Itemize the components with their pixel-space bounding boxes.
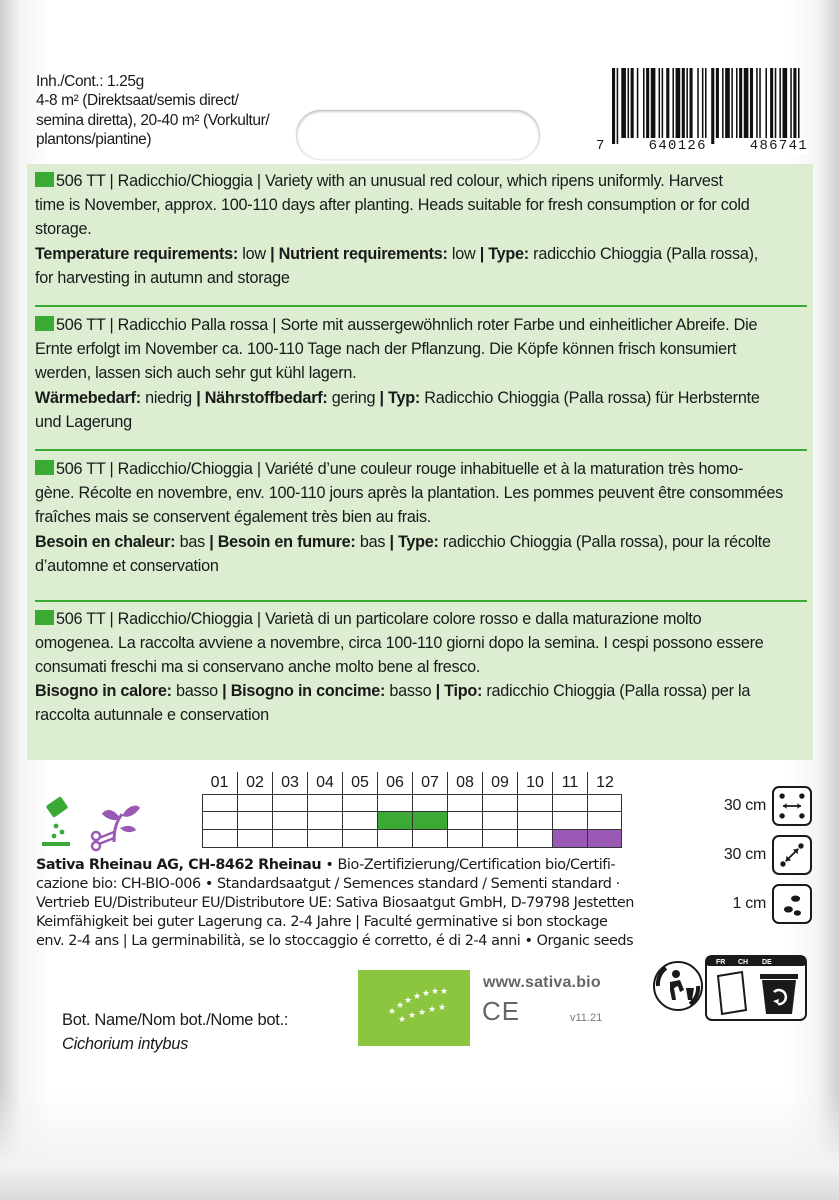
plant-spacing	[700, 833, 812, 877]
calendar-month-label: 08	[447, 772, 482, 794]
calendar-cell	[517, 795, 552, 811]
barcode-digit-group: 486741	[749, 138, 808, 154]
row-spacing-value: 30 cm	[723, 797, 766, 814]
eu-star: ★	[396, 1000, 405, 1010]
botanical-name	[62, 1008, 288, 1056]
requirements-line: Temperature requirements: low | Nutrient requirements: low | Type: radicchio Chioggia (Palla rossa),	[35, 245, 758, 263]
calendar-month-label: 07	[412, 772, 447, 794]
calendar-month-label: 02	[237, 772, 272, 794]
barcode-bar	[621, 68, 626, 138]
calendar-cell	[237, 812, 272, 829]
barcode-bar	[711, 68, 714, 144]
barcode-bar	[736, 68, 738, 138]
barcode-digit-group: 640126	[648, 138, 707, 154]
country-label: CH	[738, 959, 749, 966]
calendar-cell	[377, 812, 412, 829]
eu-organic-leaf-icon	[358, 970, 470, 1046]
calendar-month-label: 05	[342, 772, 377, 794]
barcode-bar	[676, 68, 681, 138]
company-name: Sativa Rheinau AG, CH-8462 Rheinau	[36, 857, 322, 873]
row-spacing	[700, 784, 812, 828]
calendar-month-label: 09	[482, 772, 517, 794]
calendar-month-label: 06	[377, 772, 412, 794]
barcode-bar	[702, 68, 704, 138]
barcode-bar	[628, 68, 630, 138]
calendar-cell	[202, 830, 237, 847]
calendar-cell	[307, 812, 342, 829]
row-spacing-icon	[772, 786, 812, 826]
plant-spacing-icon	[772, 835, 812, 875]
eu-star: ★	[428, 1004, 437, 1014]
barcode-bar	[793, 68, 796, 144]
eu-star: ★	[418, 1007, 427, 1017]
barcode-bar	[739, 68, 742, 138]
calendar-cell	[447, 812, 482, 829]
calendar-cell	[237, 795, 272, 811]
barcode-bar	[659, 68, 661, 138]
seed-packet-icon	[42, 796, 70, 846]
calendar-cell	[202, 795, 237, 811]
barcode-bar	[756, 68, 758, 138]
calendar-cell	[377, 830, 412, 847]
requirements-line: for harvesting in autumn and storage	[35, 269, 290, 287]
eu-star: ★	[404, 995, 413, 1005]
ce-mark: CE	[482, 996, 521, 1026]
description-text: consumati freschi ma si conservano anche molto bene al fresco.	[35, 658, 481, 676]
calendar-months	[202, 772, 622, 794]
description-text: gène. Récolte en novembre, env. 100-110 jours après la plantation. Les pommes peuvent être consommées	[35, 484, 784, 502]
requirements-line: Bisogno in calore: basso | Bisogno in concime: basso | Tipo: radicchio Chioggia (Palla rossa) per la	[35, 682, 751, 700]
barcode-bar	[697, 68, 699, 138]
calendar-cell	[272, 812, 307, 829]
description-text: omogenea. La raccolta avviene a novembre, circa 100-110 giorni dopo la semina. I cespi possono essere	[35, 634, 764, 652]
calendar-cell	[342, 795, 377, 811]
barcode-bar	[716, 68, 719, 138]
content-line: plantons/piantine)	[36, 130, 152, 148]
barcode-bar	[783, 68, 788, 138]
description-text: fraîches mais se conservent également très bien au frais.	[35, 508, 432, 526]
barcode-bar	[725, 68, 730, 138]
content-info	[36, 72, 306, 149]
content-line: Inh./Cont.: 1.25g	[36, 73, 144, 90]
requirements-line: raccolta autunnale e conservation	[35, 706, 269, 724]
eu-star: ★	[398, 1014, 407, 1024]
calendar-cell	[342, 812, 377, 829]
green-square-icon	[35, 460, 54, 475]
calendar-cell	[377, 795, 412, 811]
eu-star: ★	[408, 1010, 417, 1020]
calendar-cell	[307, 795, 342, 811]
company-line: Vertrieb EU/Distributeur EU/Distributore UE: Sativa Biosaatgut GmbH, D-79798 Jestetten	[36, 895, 634, 911]
description-panel	[27, 164, 813, 760]
calendar-row-harvest	[202, 830, 622, 848]
calendar-cell	[517, 812, 552, 829]
requirements-line: und Lagerung	[35, 413, 132, 431]
company-line: cazione bio: CH-BIO-006 • Standardsaatgut / Semences standard / Sementi standard ·	[36, 876, 620, 892]
barcode-bar	[765, 68, 767, 138]
description-text: 506 TT | Radicchio/Chioggia | Variété d’une couleur rouge inhabituelle et à la maturation très homo-	[35, 458, 809, 481]
plant-spacing-value: 30 cm	[723, 846, 766, 863]
barcode-bar	[646, 68, 649, 138]
calendar-cell	[412, 830, 447, 847]
barcode-bar	[775, 68, 777, 138]
green-square-icon	[35, 316, 54, 331]
description-text: werden, lassen sich auch sehr gut kühl lagern.	[35, 364, 357, 382]
barcode-bar	[770, 68, 773, 138]
barcode-bar	[744, 68, 749, 138]
website: www.sativa.bio	[483, 974, 601, 991]
barcode-bar	[722, 68, 724, 138]
barcode-bar	[705, 68, 707, 144]
calendar-cell	[307, 830, 342, 847]
calendar-cell	[587, 812, 622, 829]
barcode	[596, 68, 808, 156]
barcode-digits	[596, 138, 808, 154]
barcode-bar	[637, 68, 639, 138]
company-line: Keimfähigkeit bei guter Lagerung ca. 2-4 Jahre | Faculté germinative si bon stockage	[36, 914, 608, 930]
green-square-icon	[35, 172, 54, 187]
calendar-cell	[587, 830, 622, 847]
requirements-line: Besoin en chaleur: bas | Besoin en fumure: bas | Type: radicchio Chioggia (Palla rossa), pour la récolte	[35, 533, 771, 551]
calendar-month-label: 04	[307, 772, 342, 794]
calendar-cell	[482, 830, 517, 847]
barcode-bar	[686, 68, 688, 138]
barcode-bar	[690, 68, 693, 138]
country-label: DE	[762, 959, 772, 966]
spacing-info	[700, 784, 812, 931]
scissors-plant-icon	[92, 806, 140, 850]
calendar-month-label: 11	[552, 772, 587, 794]
barcode-digit-group: 7	[596, 138, 606, 154]
eu-star: ★	[422, 988, 431, 998]
barcode-bar	[617, 68, 619, 144]
eu-star: ★	[431, 986, 440, 996]
barcode-bar	[779, 68, 781, 138]
calendar-cell	[272, 795, 307, 811]
section-divider	[35, 600, 807, 602]
description-german	[35, 314, 809, 435]
content-line: semina diretta), 20-40 m² (Vorkultur/	[36, 111, 270, 129]
calendar-cell	[447, 795, 482, 811]
description-text: Ernte erfolgt im November ca. 100-110 Tage nach der Pflanzung. Die Köpfe können frisch konsumiert	[35, 340, 737, 358]
company-info	[36, 856, 636, 951]
sowing-depth-value: 1 cm	[732, 895, 766, 912]
barcode-bar	[672, 68, 674, 138]
calendar-month-label: 10	[517, 772, 552, 794]
description-text: time is November, approx. 100-110 days after planting. Heads suitable for fresh consumption or for cold	[35, 196, 750, 214]
calendar-cell	[342, 830, 377, 847]
sowing-calendar	[202, 772, 622, 848]
description-french	[35, 458, 809, 579]
botanical-latin-name: Cichorium intybus	[62, 1035, 189, 1053]
barcode-bar	[798, 68, 800, 144]
description-english	[35, 170, 809, 291]
green-square-icon	[35, 610, 54, 625]
calendar-row-sowing	[202, 812, 622, 830]
recycling-bin-icon	[706, 956, 806, 1020]
requirements-line: Wärmebedarf: niedrig | Nährstoffbedarf: gering | Typ: Radicchio Chioggia (Palla rossa) für Herbsternte	[35, 389, 760, 407]
calendar-month-label: 12	[587, 772, 622, 794]
calendar-cell	[412, 795, 447, 811]
sowing-icons	[36, 796, 146, 852]
hang-slot	[296, 110, 540, 160]
content-line: 4-8 m² (Direktsaat/semis direct/	[36, 92, 239, 110]
barcode-bar	[666, 68, 669, 138]
barcode-bars	[596, 68, 808, 144]
calendar-cell	[202, 812, 237, 829]
eu-star: ★	[388, 1006, 397, 1016]
barcode-bar	[643, 68, 645, 138]
section-divider	[35, 305, 807, 307]
eu-star: ★	[440, 986, 449, 996]
calendar-cell	[517, 830, 552, 847]
sowing-depth-icon	[772, 884, 812, 924]
eu-star: ★	[438, 1002, 447, 1012]
calendar-cell	[412, 812, 447, 829]
description-italian	[35, 608, 809, 728]
description-text: 506 TT | Radicchio Palla rossa | Sorte mit aussergewöhnlich roter Farbe und einheitlicher Abreife. Die	[35, 314, 809, 337]
calendar-month-label: 03	[272, 772, 307, 794]
calendar-cell	[272, 830, 307, 847]
tidyman-icon	[654, 962, 702, 1010]
barcode-bar	[631, 68, 634, 138]
country-label: FR	[716, 959, 726, 966]
eu-star: ★	[413, 991, 422, 1001]
barcode-bar	[731, 68, 733, 138]
barcode-bar	[759, 68, 761, 138]
calendar-row-empty	[202, 794, 622, 812]
description-text: 506 TT | Radicchio/Chioggia | Variety with an unusual red colour, which ripens uniformly. Harvest	[35, 170, 809, 193]
barcode-bar	[750, 68, 753, 138]
calendar-month-label: 01	[210, 774, 229, 791]
section-divider	[35, 449, 807, 451]
barcode-bar	[682, 68, 685, 138]
company-line: env. 2-4 ans | La germinabilità, se lo stoccaggio é corretto, é di 2-4 anni • Organic seeds	[36, 933, 634, 949]
calendar-cell	[552, 830, 587, 847]
company-line: Sativa Rheinau AG, CH-8462 Rheinau • Bio-Zertifizierung/Certification bio/Certifi-	[36, 857, 616, 873]
botanical-label: Bot. Name/Nom bot./Nome bot.:	[62, 1011, 289, 1029]
description-text: storage.	[35, 220, 92, 238]
calendar-cell	[482, 812, 517, 829]
version: v11.21	[570, 1012, 603, 1024]
requirements-line: d’automne et conservation	[35, 557, 219, 575]
calendar-cell	[587, 795, 622, 811]
barcode-bar	[662, 68, 664, 138]
barcode-bar	[790, 68, 792, 138]
calendar-cell	[237, 830, 272, 847]
calendar-cell	[552, 795, 587, 811]
recycling-icons	[650, 952, 810, 1024]
calendar-cell	[552, 812, 587, 829]
sowing-depth	[700, 882, 812, 926]
calendar-cell	[482, 795, 517, 811]
barcode-bar	[651, 68, 656, 138]
barcode-bar	[612, 68, 615, 144]
calendar-cell	[447, 830, 482, 847]
description-text: 506 TT | Radicchio/Chioggia | Varietà di un particolare colore rosso e dalla maturazione molto	[35, 608, 809, 631]
